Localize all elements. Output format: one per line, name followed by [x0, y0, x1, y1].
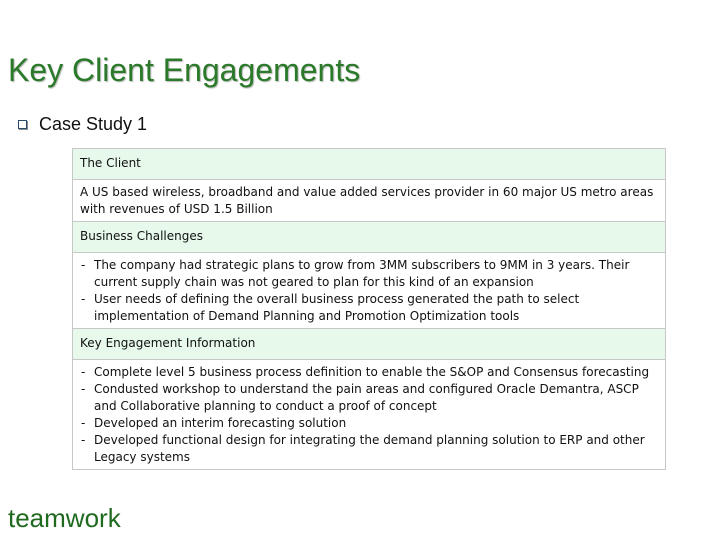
square-bullet-icon [18, 120, 27, 129]
business-challenges-list [80, 257, 658, 325]
list-item: - The company had strategic plans to grow from 3MM subscribers to 9MM in 3 years. Their current supply chain was not geared to plan for this kind of an expansion [80, 257, 658, 291]
key-engagement-body [73, 360, 665, 469]
client-section [72, 148, 666, 222]
client-description: A US based wireless, broadband and value added services provider in 60 major US metro areas with revenues of USD 1.5 Billion [73, 180, 665, 221]
key-engagement-section [72, 329, 666, 470]
list-item: - Condusted workshop to understand the pain areas and configured Oracle Demantra, ASCP and Collaborative planning to conduct a proof of concept [80, 381, 658, 415]
business-challenges-body [73, 253, 665, 328]
case-study-label: Case Study 1 [39, 114, 148, 134]
key-engagement-list [80, 364, 658, 466]
teamwork-logo: teamwork [8, 503, 121, 533]
list-item: - Complete level 5 business process definition to enable the S&OP and Consensus forecasting [80, 364, 658, 381]
list-item: - Developed an interim forecasting solution [80, 415, 658, 432]
client-header: The Client [73, 149, 665, 180]
case-study-table [72, 148, 666, 470]
list-item: - Developed functional design for integrating the demand planning solution to ERP and other Legacy systems [80, 432, 658, 466]
business-challenges-section [72, 222, 666, 329]
slide-title: Key Client Engagements [8, 52, 361, 88]
key-engagement-header: Key Engagement Information [73, 329, 665, 360]
case-study-bullet [18, 113, 147, 135]
business-challenges-header: Business Challenges [73, 222, 665, 253]
list-item: - User needs of defining the overall business process generated the path to select implementation of Demand Planning and Promotion Optimization tools [80, 291, 658, 325]
